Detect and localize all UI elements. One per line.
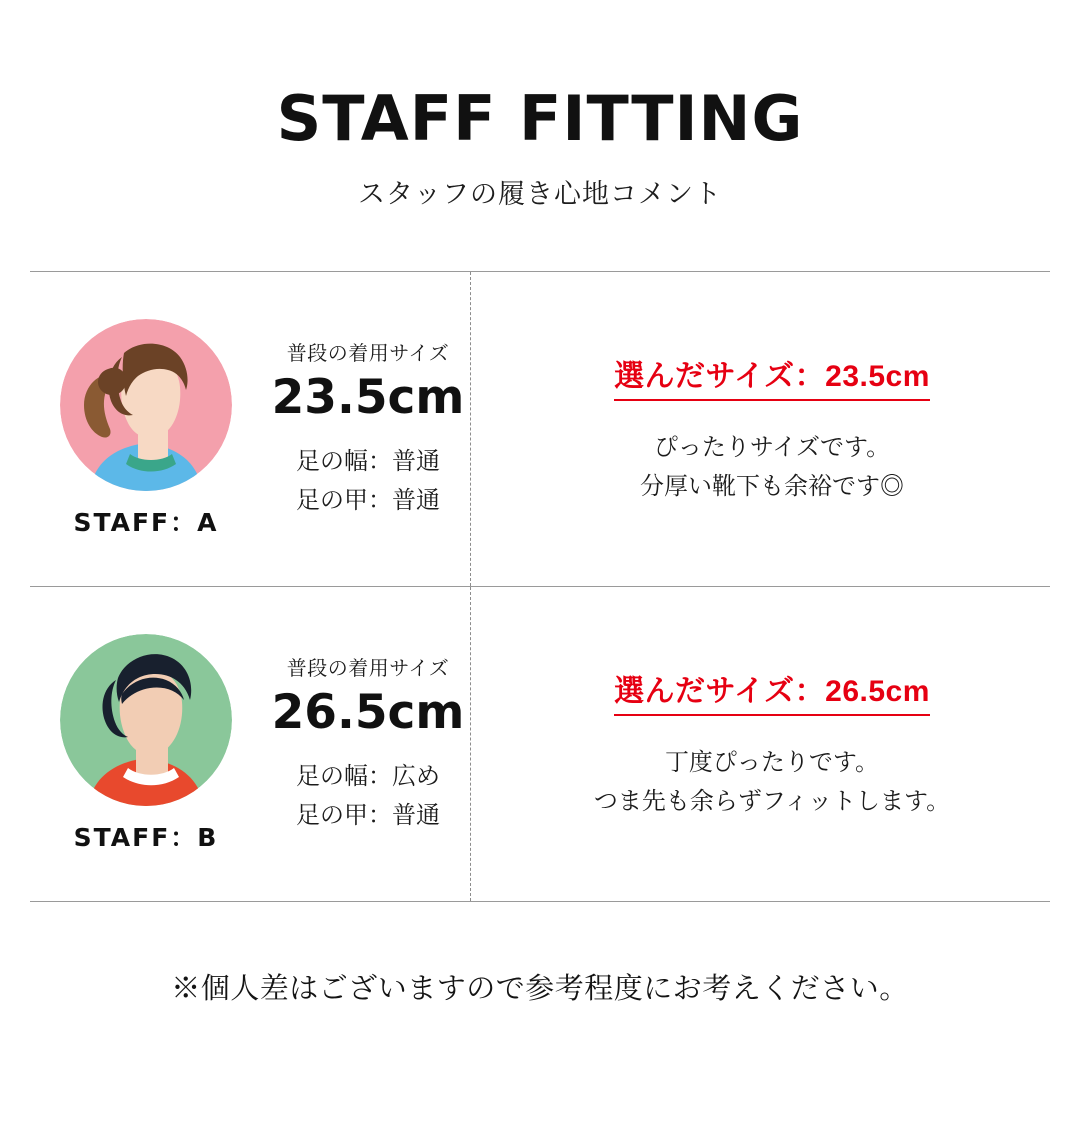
comment-line-1: ぴったりサイズです。 bbox=[653, 434, 891, 462]
page-title: STAFF FITTING bbox=[276, 82, 804, 155]
staff-spec-block bbox=[266, 337, 470, 521]
foot-instep-line: 足の甲：普通 bbox=[296, 802, 440, 829]
chosen-size-label: 選んだサイズ：26.5cm bbox=[614, 666, 930, 716]
usual-size-caption: 普段の着用サイズ bbox=[286, 658, 450, 681]
usual-size-value: 26.5cm bbox=[271, 685, 465, 741]
usual-size-caption: 普段の着用サイズ bbox=[286, 343, 450, 366]
avatar-block bbox=[48, 319, 244, 539]
comment-text bbox=[594, 744, 950, 822]
page-header bbox=[0, 0, 1080, 211]
avatar-block bbox=[48, 634, 244, 854]
footnote: ※個人差はございますので参考程度にお考えください。 bbox=[171, 973, 909, 1005]
foot-width-line: 足の幅：普通 bbox=[296, 448, 440, 476]
staff-table bbox=[30, 271, 1050, 902]
comment-line-1: 丁度ぴったりです。 bbox=[664, 749, 880, 777]
avatar bbox=[60, 319, 232, 491]
chosen-size-label: 選んだサイズ：23.5cm bbox=[614, 351, 930, 401]
table-row bbox=[30, 272, 1050, 586]
comment-text bbox=[640, 429, 904, 507]
foot-instep-line: 足の甲：普通 bbox=[296, 487, 440, 514]
staff-spec-block bbox=[266, 652, 470, 836]
staff-profile-cell bbox=[30, 587, 470, 901]
row-divider bbox=[470, 272, 471, 586]
comment-line-2: つま先も余らずフィットします。 bbox=[593, 788, 951, 815]
avatar-female-icon bbox=[60, 319, 232, 491]
avatar-male-icon bbox=[60, 634, 232, 806]
staff-comment-cell bbox=[470, 587, 1050, 901]
foot-width-line: 足の幅：広め bbox=[296, 763, 440, 791]
staff-label: STAFF：B bbox=[73, 823, 219, 852]
table-row bbox=[30, 586, 1050, 901]
comment-line-2: 分厚い靴下も余裕です◎ bbox=[640, 473, 904, 500]
staff-label: STAFF：A bbox=[73, 508, 219, 537]
usual-size-value: 23.5cm bbox=[271, 370, 465, 426]
avatar bbox=[60, 634, 232, 806]
row-divider bbox=[470, 587, 471, 901]
staff-comment-cell bbox=[470, 272, 1050, 586]
staff-profile-cell bbox=[30, 272, 470, 586]
page-subtitle: スタッフの履き心地コメント bbox=[358, 179, 722, 209]
